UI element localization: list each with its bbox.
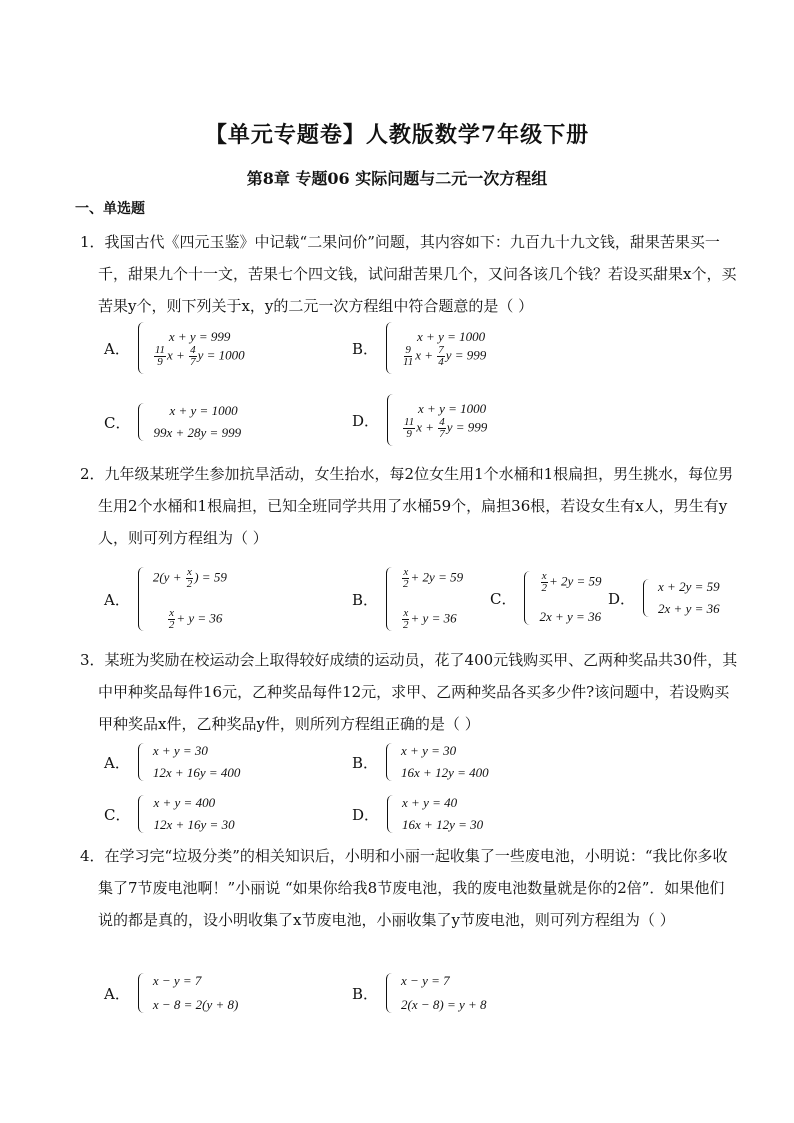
- equation: x + y = 999: [168, 328, 231, 344]
- question-3-option-c: [104, 794, 235, 834]
- option-label: C．: [104, 413, 131, 432]
- equation: x + y = 30: [152, 743, 208, 758]
- equation: x + y = 1000: [417, 328, 486, 344]
- question-3-option-b: [352, 742, 489, 782]
- equation: x − y = 7: [152, 973, 202, 988]
- question-2-option-b: [352, 566, 463, 632]
- equation: x + 2y = 59: [658, 579, 720, 594]
- question-4-option-a: [104, 972, 238, 1014]
- equation: 2(x − 8) = y + 8: [401, 997, 487, 1012]
- equation: $\frac{x}{2}$ + y = 36: [168, 607, 223, 631]
- option-label: A．: [104, 753, 130, 772]
- option-label: D．: [352, 411, 380, 430]
- equation: x + y = 30: [401, 743, 457, 758]
- option-label: A．: [104, 590, 130, 609]
- equation: 12x + 16y = 30: [153, 817, 235, 832]
- question-3-option-a: [104, 742, 240, 782]
- question-1-option-b: [352, 322, 486, 374]
- equation: $\frac{9}{11}$ x + $\frac{7}{4}$ y = 999: [403, 343, 487, 368]
- equation: x + y = 400: [153, 795, 216, 810]
- question-2-option-c: [490, 570, 602, 626]
- option-label: A．: [104, 984, 130, 1003]
- question-1-option-c: [104, 402, 241, 442]
- question-3-option-d: [352, 794, 483, 834]
- option-label: A．: [104, 339, 130, 358]
- question-1-text: 1．我国古代《四元玉鉴》中记载“二果问价”问题，其内容如下：九百九十九文钱，甜果苦果买一千，甜果九个十一文，苦果七个四文钱，试问甜苦果几个，又问各该几个钱？若设买甜果x个，买苦果y个，则下列关于x，y的二元一次方程组中符合题意的是（ ）: [80, 233, 737, 315]
- question-4-text: 4．在学习完“垃圾分类”的相关知识后，小明和小丽一起收集了一些废电池，小明说：“我比你多收集了7节废电池啊！”小丽说 “如果你给我8节废电池，我的废电池数量就是你的2倍”．如果他们说的都是真的，设小明收集了x节废电池，小丽收集了y节废电池，则可列方程组为（ ）: [80, 847, 728, 929]
- option-label: B．: [352, 984, 379, 1003]
- option-label: B．: [352, 339, 379, 358]
- equation: $\frac{x}{2}$ + 2y = 59: [541, 570, 602, 594]
- question-1-option-d: [352, 394, 487, 446]
- option-label: C．: [490, 589, 517, 608]
- question-4-option-b: [352, 972, 487, 1014]
- equation: 2(y + $\frac{x}{2}$ ) = 59: [152, 566, 227, 590]
- equation: $\frac{x}{2}$ + y = 36: [403, 607, 457, 631]
- document-title: 【单元专题卷】人教版数学7年级下册: [204, 122, 590, 148]
- equation: $\frac{11}{9}$ x + $\frac{4}{7}$ y = 999: [404, 415, 488, 440]
- equation: x − y = 7: [401, 973, 450, 988]
- equation: $\frac{x}{2}$ + 2y = 59: [403, 566, 464, 590]
- equation: x − 8 = 2(y + 8): [152, 997, 239, 1012]
- equation: x + y = 1000: [418, 400, 487, 416]
- equation: 2x + y = 36: [658, 601, 720, 616]
- option-label: B．: [352, 753, 379, 772]
- question-2-text: 2．九年级某班学生参加抗旱活动，女生抬水，每2位女生用1个水桶和1根扁担，男生挑水，每位男生用2个水桶和1根扁担，已知全班同学共用了水桶59个，扁担36根，若设女生有x人，男生有y人，则可列方程组为（ ）: [80, 465, 734, 547]
- equation: 16x + 12y = 400: [401, 765, 489, 780]
- section-heading: 一、单选题: [75, 201, 145, 217]
- equation: 12x + 16y = 400: [152, 765, 241, 780]
- option-label: D．: [352, 805, 380, 824]
- question-1-option-a: [104, 322, 245, 374]
- option-label: C．: [104, 805, 131, 824]
- equation: 99x + 28y = 999: [153, 425, 242, 440]
- question-2-option-d: [608, 578, 720, 618]
- document-subtitle: 第8章 专题06 实际问题与二元一次方程组: [246, 169, 548, 188]
- equation: x + y = 40: [402, 795, 458, 810]
- equation: 16x + 12y = 30: [402, 817, 484, 832]
- equation: x + y = 1000: [169, 403, 238, 418]
- equation: $\frac{11}{9}$ x + $\frac{4}{7}$ y = 1000: [154, 343, 245, 368]
- question-3-text: 3．某班为奖励在校运动会上取得较好成绩的运动员，花了400元钱购买甲、乙两种奖品共30件，其中甲种奖品每件16元，乙种奖品每件12元，求甲、乙两种奖品各买多少件?该问题中，若设购买甲种奖品x件，乙种奖品y件，则所列方程组正确的是（ ）: [80, 651, 738, 733]
- option-label: B．: [352, 590, 379, 609]
- option-label: D．: [608, 589, 636, 608]
- question-2-option-a: [104, 566, 227, 632]
- equation: 2x + y = 36: [539, 609, 602, 624]
